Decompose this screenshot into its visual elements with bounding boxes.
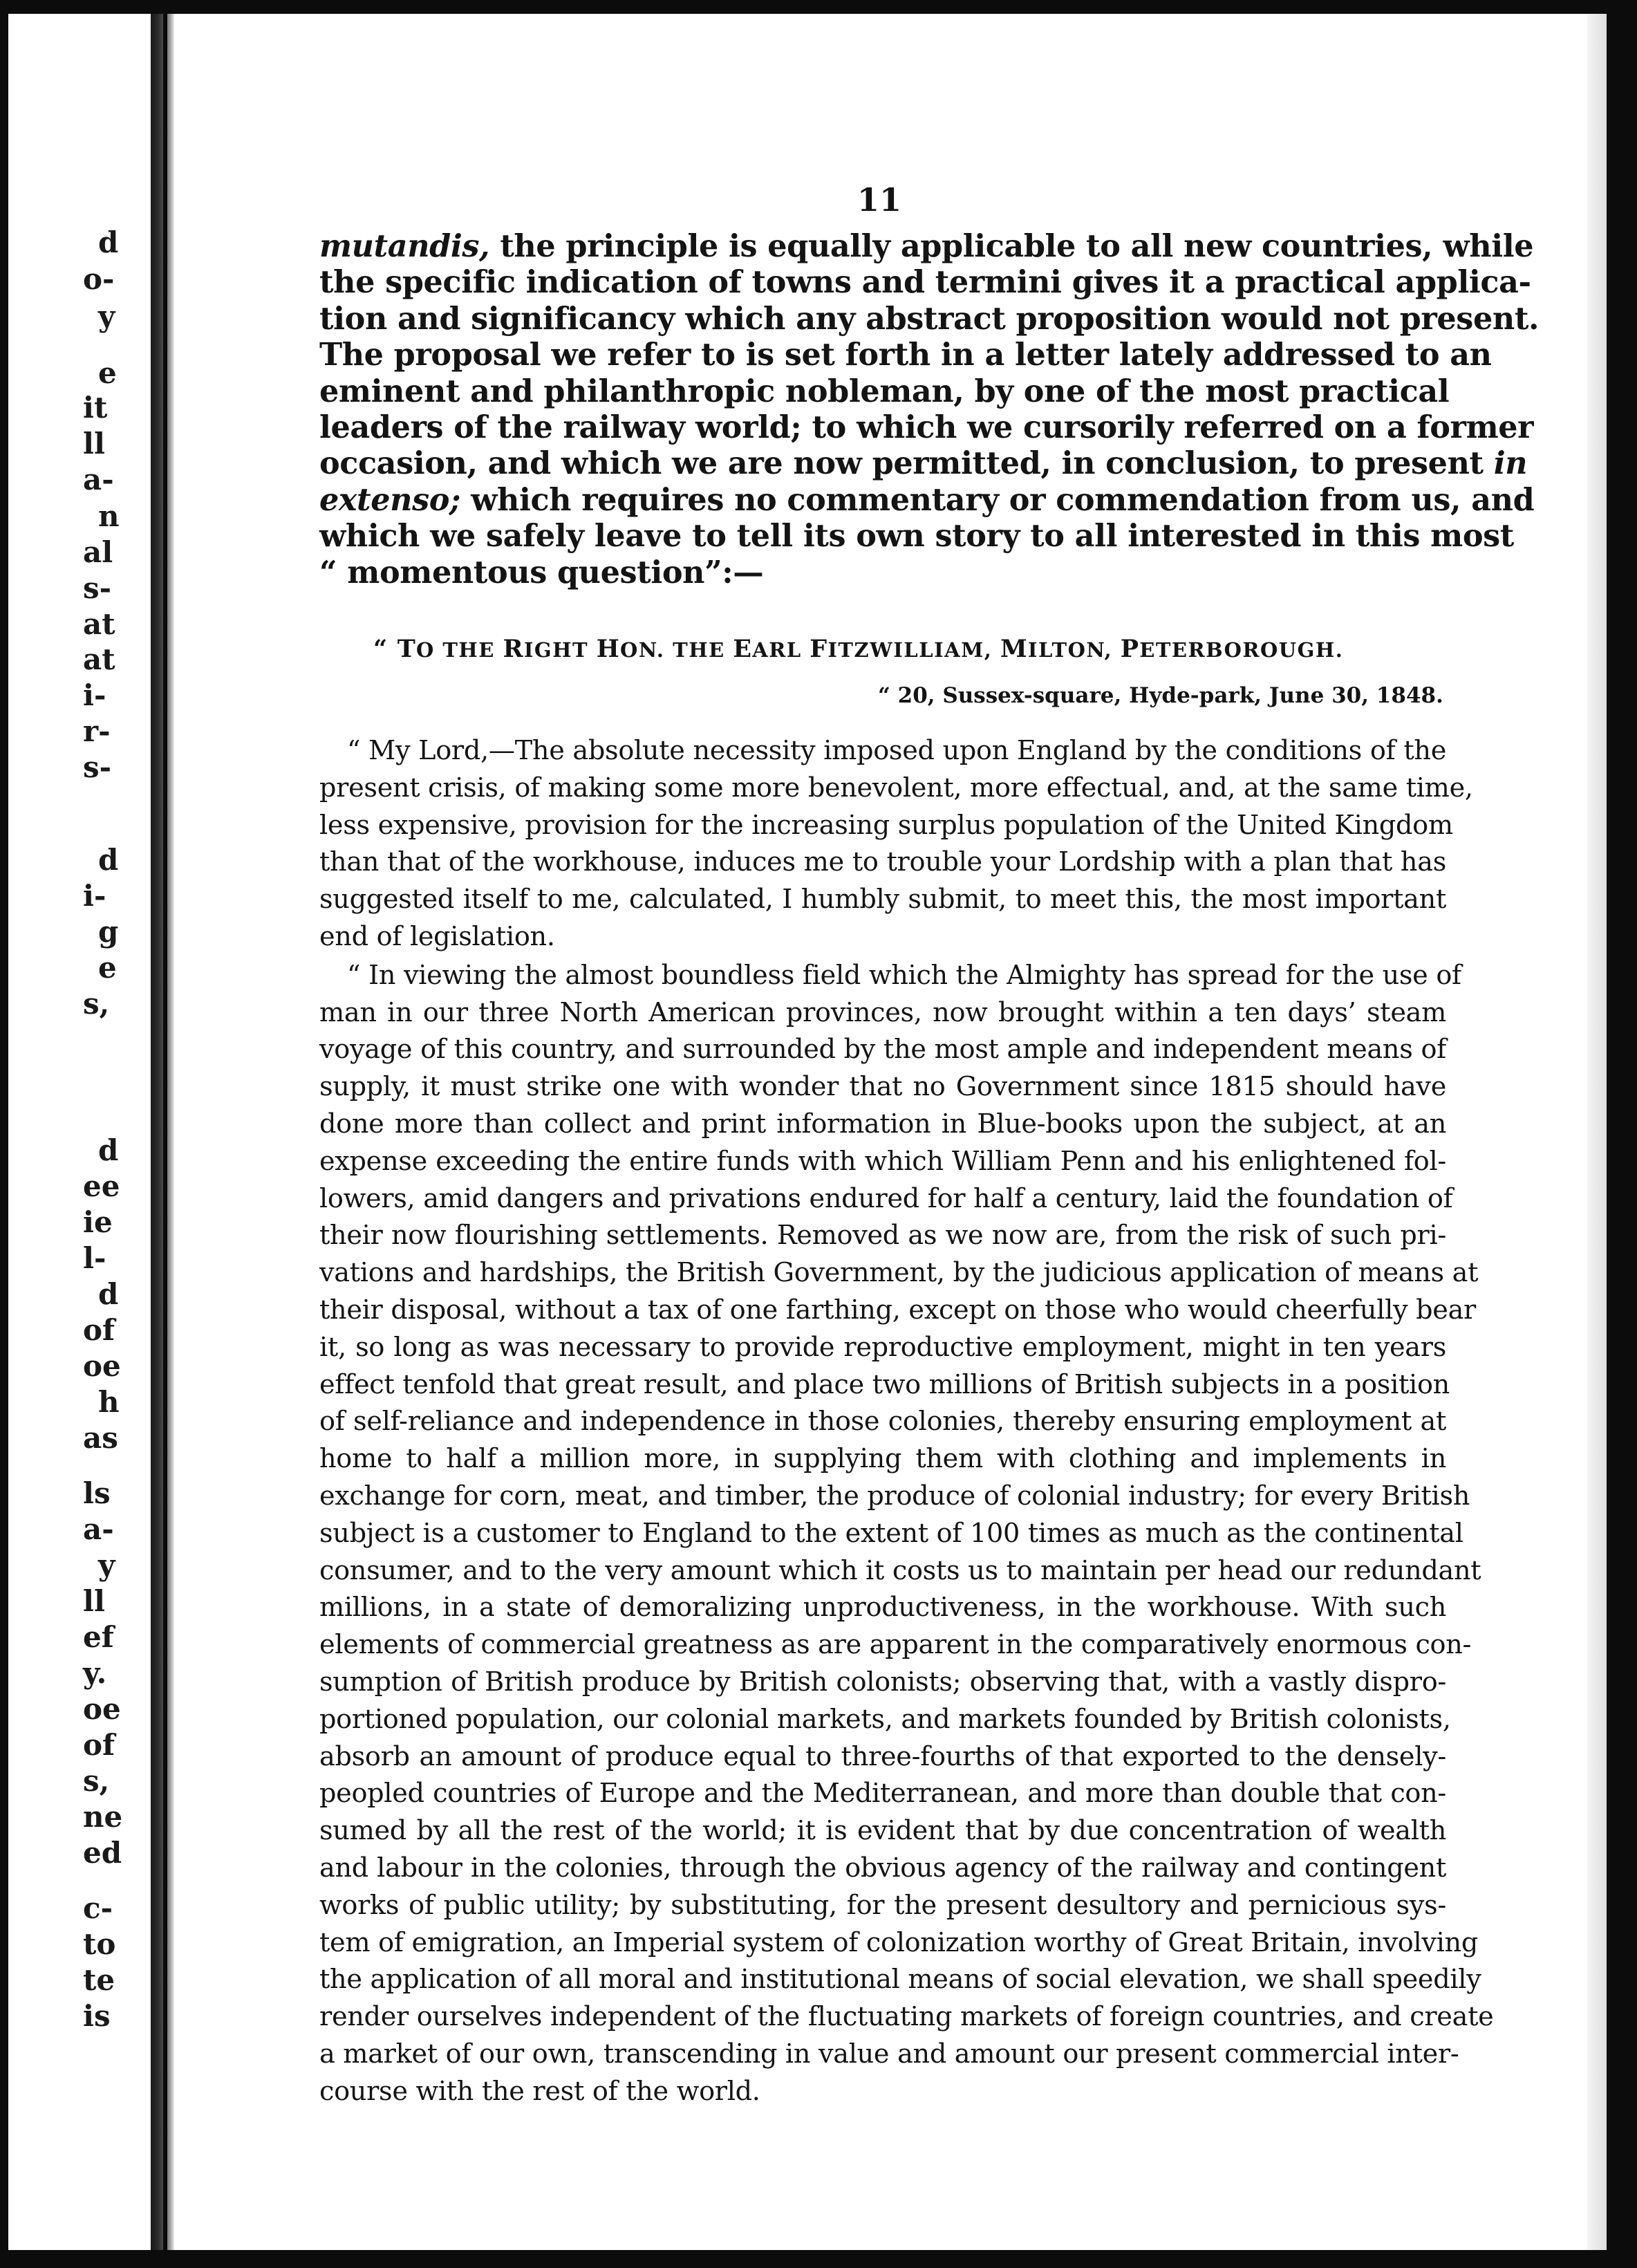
facing-page-fragment: ef: [83, 1620, 114, 1654]
letter-line: portioned population, our colonial markets, and markets founded by British colonists,: [319, 1704, 1451, 1735]
facing-page-fragment: y: [98, 1548, 115, 1582]
facing-page-fragment: ll: [83, 1584, 105, 1618]
facing-page-fragment: i-: [83, 879, 106, 913]
lead-line: [319, 373, 1450, 409]
letter-body: [319, 733, 1494, 2110]
scan-frame-left: [0, 0, 8, 2268]
facing-page-fragment: e: [98, 356, 117, 390]
letter-line: a market of our own, transcending in value and amount our present commercial inter-: [319, 2038, 1459, 2070]
letter-line: course with the rest of the world.: [319, 2076, 760, 2107]
letter-line: end of legislation.: [319, 921, 555, 952]
lead-text: The proposal we refer to is set forth in a letter lately addressed to an: [319, 337, 1492, 373]
lead-line: [319, 264, 1531, 301]
facing-page-fragment: at: [83, 642, 115, 676]
facing-page-fragment: at: [83, 607, 115, 641]
lead-text: occasion, and which we are now permitted, in conclusion, to present: [319, 445, 1494, 482]
letter-line: tem of emigration, an Imperial system of colonization worthy of Great Britain, involving: [319, 1927, 1478, 1958]
facing-page-fragment: of: [83, 1313, 115, 1347]
facing-page-fragment: d: [98, 843, 119, 877]
facing-page-fragment: d: [98, 1133, 119, 1167]
letter-line: it, so long as was necessary to provide reproductive employment, might in ten years: [319, 1332, 1446, 1363]
facing-page-fragment: a-: [83, 1512, 114, 1546]
letter-address-heading: “ TO THE RIGHT HON. THE EARL FITZWILLIAM, MILTON, PETERBOROUGH.: [373, 635, 1344, 663]
scan-frame-right: [1607, 0, 1637, 2268]
letter-line: consumer, and to the very amount which it costs us to maintain per head our redundant: [319, 1555, 1481, 1586]
letter-line: than that of the workhouse, induces me to trouble your Lordship with a plan that has: [319, 847, 1446, 878]
letter-line: present crisis, of making some more benevolent, more effectual, and, at the same time,: [319, 772, 1473, 803]
letter-line: suggested itself to me, calculated, I humbly submit, to meet this, the most important: [319, 884, 1446, 915]
letter-line: supply, it must strike one with wonder that no Government since 1815 should have: [319, 1072, 1446, 1103]
facing-page-fragment: y.: [83, 1656, 107, 1690]
lead-italic: mutandis,: [319, 228, 490, 264]
facing-page-fragment: c-: [83, 1891, 113, 1925]
facing-page-fragment: al: [83, 535, 113, 569]
facing-page-fragment: l-: [83, 1241, 106, 1275]
letter-dateline: “ 20, Sussex-square, Hyde-park, June 30, 1848.: [878, 683, 1443, 708]
letter-line: the application of all moral and institutional means of social elevation, we shall speedily: [319, 1964, 1481, 1996]
facing-page-fragment: h: [98, 1385, 120, 1419]
letter-line: elements of commercial greatness as are apparent in the comparatively enormous con-: [319, 1630, 1472, 1661]
facing-page-fragment: it: [83, 391, 108, 425]
lead-text: eminent and philanthropic nobleman, by one of the most practical: [319, 373, 1450, 409]
letter-paragraph: [319, 958, 1494, 2111]
scan-frame-top: [0, 0, 1637, 14]
lead-text: the specific indication of towns and termini gives it a practical applica-: [319, 264, 1531, 301]
facing-page-fragment: ll: [83, 427, 105, 461]
facing-page-fragment: n: [98, 499, 120, 533]
letter-line: peopled countries of Europe and the Mediterranean, and more than double that con-: [319, 1778, 1446, 1810]
letter-line: millions, in a state of demoralizing unproductiveness, in the workhouse. With such: [319, 1592, 1446, 1624]
facing-page-fragment: ne: [83, 1800, 123, 1834]
letter-line: less expensive, provision for the increasing surplus population of the United Kingdom: [319, 810, 1453, 841]
facing-page-fragment: ee: [83, 1169, 120, 1203]
letter-line: vations and hardships, the British Government, by the judicious application of means at: [319, 1258, 1479, 1289]
facing-page-fragment: s,: [83, 1764, 110, 1798]
letter-line: of self-reliance and independence in those colonies, thereby ensuring employment at: [319, 1406, 1446, 1438]
lead-line: [319, 445, 1528, 482]
facing-page-fragment: i-: [83, 678, 106, 712]
facing-page-fragment: e: [98, 951, 117, 985]
letter-line: home to half a million more, in supplying them with clothing and implements in: [319, 1444, 1446, 1475]
facing-page-fragment: s-: [83, 571, 112, 605]
letter-line: voyage of this country, and surrounded by the most ample and independent means of: [319, 1034, 1446, 1066]
facing-page-fragment: ed: [83, 1836, 122, 1870]
lead-italic: extenso;: [319, 481, 461, 518]
scan-frame-bottom: [0, 2250, 1637, 2268]
letter-paragraph: [319, 733, 1473, 956]
letter-line: works of public utility; by substituting, for the present desultory and pernicious sys-: [319, 1890, 1446, 1921]
facing-page-fragment: s-: [83, 750, 112, 784]
lead-line: [319, 481, 1535, 518]
letter-line: effect tenfold that great result, and place two millions of British subjects in a position: [319, 1369, 1450, 1400]
lead-text: which requires no commentary or commendation from us, and: [460, 481, 1535, 518]
lead-line: [319, 228, 1534, 264]
facing-page-fragment: ie: [83, 1205, 113, 1239]
letter-line: lowers, amid dangers and privations endured for half a century, laid the foundation of: [319, 1183, 1453, 1214]
facing-page-fragment: te: [83, 1963, 115, 1997]
facing-page-fragment: o-: [83, 262, 115, 296]
facing-page-fragment: ls: [83, 1476, 111, 1510]
facing-page-fragment: to: [83, 1927, 116, 1961]
lead-text: the principle is equally applicable to all new countries, while: [489, 228, 1534, 264]
book-gutter: [151, 14, 174, 2250]
letter-line: exchange for corn, meat, and timber, the produce of colonial industry; for every British: [319, 1480, 1470, 1512]
facing-page-fragment: y: [98, 299, 115, 333]
facing-page-fragment: a-: [83, 463, 114, 496]
letter-line: their now flourishing settlements. Removed as we now are, from the risk of such pri-: [319, 1220, 1446, 1252]
letter-line: render ourselves independent of the fluctuating markets of foreign countries, and create: [319, 2002, 1494, 2033]
lead-text: tion and significancy which any abstract proposition would not present.: [319, 300, 1540, 337]
letter-line: absorb an amount of produce equal to three-fourths of that exported to the densely-: [319, 1741, 1446, 1772]
facing-page-fragments: [10, 0, 148, 2268]
lead-text: leaders of the railway world; to which we cursorily referred on a former: [319, 409, 1534, 446]
facing-page-fragment: is: [83, 1999, 111, 2033]
lead-line: [319, 409, 1534, 446]
letter-line: done more than collect and print information in Blue-books upon the subject, at an: [319, 1108, 1446, 1140]
facing-page-fragment: oe: [83, 1349, 121, 1383]
facing-page-fragment: oe: [83, 1692, 121, 1726]
letter-line: man in our three North American provinces, now brought within a ten days’ steam: [319, 997, 1446, 1028]
letter-line: their disposal, without a tax of one farthing, except on those who would cheerfully bear: [319, 1294, 1477, 1326]
facing-page-fragment: of: [83, 1728, 115, 1762]
facing-page-fragment: as: [83, 1421, 118, 1455]
letter-line: subject is a customer to England to the extent of 100 times as much as the continental: [319, 1518, 1463, 1549]
letter-line: “ My Lord,—The absolute necessity imposed upon England by the conditions of the: [347, 736, 1446, 766]
lead-line: [319, 555, 1446, 591]
lead-line: [319, 300, 1540, 337]
letter-line: sumed by all the rest of the world; it is evident that by due concentration of wealth: [319, 1816, 1446, 1847]
letter-line: expense exceeding the entire funds with which William Penn and his enlightened fol-: [319, 1146, 1446, 1177]
letter-line: “ In viewing the almost boundless field which the Almighty has spread for the use of: [347, 960, 1461, 991]
letter-line: sumption of British produce by British colonists; observing that, with a vastly dispro-: [319, 1666, 1446, 1698]
facing-page-fragment: d: [98, 225, 119, 259]
lead-paragraph: [319, 228, 1540, 591]
page-edge: [1587, 14, 1607, 2250]
facing-page-fragment: r-: [83, 714, 111, 748]
lead-italic: in: [1493, 445, 1528, 482]
facing-page-fragment: s,: [83, 987, 110, 1021]
page-number: 11: [857, 181, 902, 219]
gutter-line: [163, 14, 167, 2250]
letter-line: and labour in the colonies, through the obvious agency of the railway and contingent: [319, 1852, 1446, 1884]
facing-page-fragment: g: [98, 915, 119, 949]
lead-text: which we safely leave to tell its own story to all interested in this most: [319, 518, 1514, 555]
lead-line: [319, 518, 1514, 555]
facing-page-fragment: d: [98, 1277, 119, 1311]
lead-text: “ momentous question”:—: [319, 554, 764, 591]
lead-line: [319, 337, 1492, 373]
